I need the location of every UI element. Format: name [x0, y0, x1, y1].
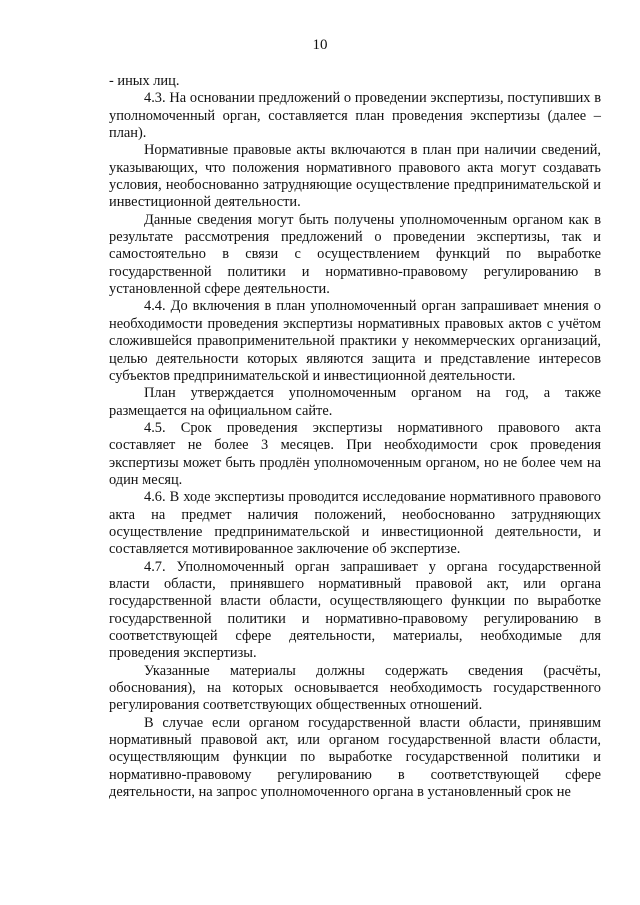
paragraph-4-4: 4.4. До включения в план уполномоченный орган запрашивает мнения о необходимости проведения экспертизы нормативных правовых актов с учётом сложившейся правоприменительной практики у некоммерческих организаций, целью деятельности которых являются защита и представление интересов субъектов предпринимательской и инвестиционной деятельности. — [109, 298, 601, 384]
page-body — [109, 73, 601, 801]
paragraph-plan-approval: План утверждается уполномоченным органом на год, а также размещается на официальном сайте. — [109, 385, 601, 419]
paragraph-4-7: 4.7. Уполномоченный орган запрашивает у органа государственной власти области, принявшего нормативный правовой акт, или органа государственной власти области, осуществляющего функции по выработке государственной политики и нормативно-правовому регулированию в соответствующей сфере деятельности, материалы, необходимые для проведения экспертизы. — [109, 558, 601, 662]
paragraph-list-item-tail: - иных лиц. — [109, 73, 180, 89]
paragraph-4-3: 4.3. На основании предложений о проведении экспертизы, поступивших в уполномоченный орган, составляется план проведения экспертизы (далее – план). — [109, 90, 601, 142]
paragraph-plan-inclusion: Нормативные правовые акты включаются в план при наличии сведений, указывающих, что положения нормативного правового акта могут создавать условия, необоснованно затрудняющие осуществление предпринимательской и инвестиционной деятельности. — [109, 142, 601, 211]
paragraph-4-6: 4.6. В ходе экспертизы проводится исследование нормативного правового акта на предмет наличия положений, необоснованно затрудняющих осуществление предпринимательской и инвестиционной деятельности, и составляется мотивированное заключение об экспертизе. — [109, 489, 601, 558]
page-number: 10 — [312, 37, 328, 53]
paragraph-materials: Указанные материалы должны содержать сведения (расчёты, обоснования), на которых основывается необходимость государственного регулирования соответствующих общественных отношений. — [109, 662, 601, 714]
paragraph-request-case: В случае если органом государственной власти области, принявшим нормативный правовой акт, или органом государственной власти области, осуществляющим функции по выработке государственной политики и нормативно-правовому регулированию в соответствующей сфере деятельности, на запрос уполномоченного органа в установленный срок не — [109, 714, 601, 801]
paragraph-4-5: 4.5. Срок проведения экспертизы нормативного правового акта составляет не более 3 месяцев. При необходимости срок проведения экспертизы может быть продлён уполномоченным органом, но не более чем на один месяц. — [109, 419, 601, 488]
paragraph-data-sources: Данные сведения могут быть получены уполномоченным органом как в результате рассмотрения предложений о проведении экспертизы, так и самостоятельно в связи с осуществлением функций по выработке государственной политики и нормативно-правовому регулированию в установленной сфере деятельности. — [109, 211, 601, 298]
